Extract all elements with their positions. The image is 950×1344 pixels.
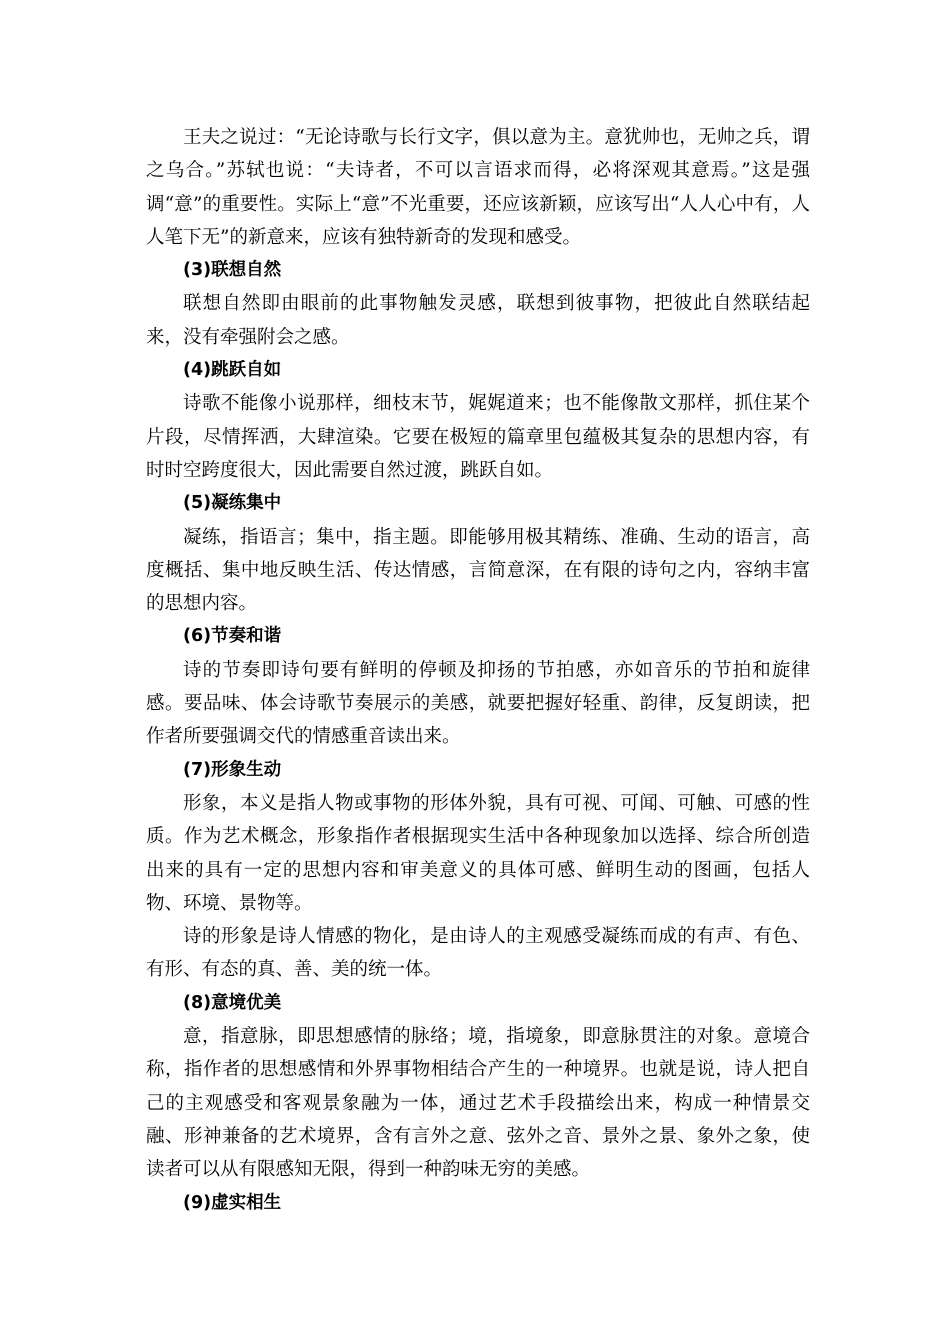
paragraph-7b: 诗的形象是诗人情感的物化，是由诗人的主观感受凝练而成的有声、有色、有形、有态的真、善、美的统一体。: [146, 926, 810, 981]
document-page: [146, 121, 810, 1220]
heading-4: (4)跳跃自如: [183, 360, 282, 381]
heading-8: (8)意境优美: [183, 992, 282, 1013]
paragraph-6: 诗的节奏即诗句要有鲜明的停顿及抑扬的节拍感，亦如音乐的节拍和旋律感。要品味、体会诗歌节奏展示的美感，就要把握好轻重、韵律，反复朗读，把作者所要强调交代的情感重音读出来。: [146, 659, 810, 748]
heading-7: (7)形象生动: [183, 759, 282, 780]
heading-6: (6)节奏和谐: [183, 626, 282, 647]
heading-9: (9)虚实相生: [183, 1192, 282, 1213]
paragraph-3: 联想自然即由眼前的此事物触发灵感，联想到彼事物，把彼此自然联结起来，没有牵强附会之感。: [146, 293, 810, 348]
paragraph-8: 意，指意脉，即思想感情的脉络；境，指境象，即意脉贯注的对象。意境合称，指作者的思想感情和外界事物相结合产生的一种境界。也就是说，诗人把自己的主观感受和客观景象融为一体，通过艺术手段描绘出来，构成一种情景交融、形神兼备的艺术境界，含有言外之意、弦外之音、景外之景、象外之象，使读者可以从有限感知无限，得到一种韵味无穷的美感。: [146, 1026, 810, 1181]
paragraph-5: 凝练，指语言；集中，指主题。即能够用极其精练、准确、生动的语言，高度概括、集中地反映生活、传达情感，言简意深，在有限的诗句之内，容纳丰富的思想内容。: [146, 526, 810, 615]
paragraph-intro: 王夫之说过：“无论诗歌与长行文字，俱以意为主。意犹帅也，无帅之兵，谓之乌合。”苏轼也说：“夫诗者，不可以言语求而得，必将深观其意焉。”这是强调“意”的重要性。实际上“意”不光重要，还应该新颖，应该写出“人人心中有，人人笔下无”的新意来，应该有独特新奇的发现和感受。: [146, 127, 810, 248]
heading-3: (3)联想自然: [183, 260, 282, 281]
heading-5: (5)凝练集中: [183, 493, 282, 514]
paragraph-4: 诗歌不能像小说那样，细枝末节，娓娓道来；也不能像散文那样，抓住某个片段，尽情挥洒，大肆渲染。它要在极短的篇章里包蕴极其复杂的思想内容，有时时空跨度很大，因此需要自然过渡，跳跃自如。: [146, 393, 810, 481]
paragraph-7a: 形象，本义是指人物或事物的形体外貌，具有可视、可闻、可触、可感的性质。作为艺术概念，形象指作者根据现实生活中各种现象加以选择、综合所创造出来的具有一定的思想内容和审美意义的具体可感、鲜明生动的图画，包括人物、环境、景物等。: [146, 792, 810, 914]
